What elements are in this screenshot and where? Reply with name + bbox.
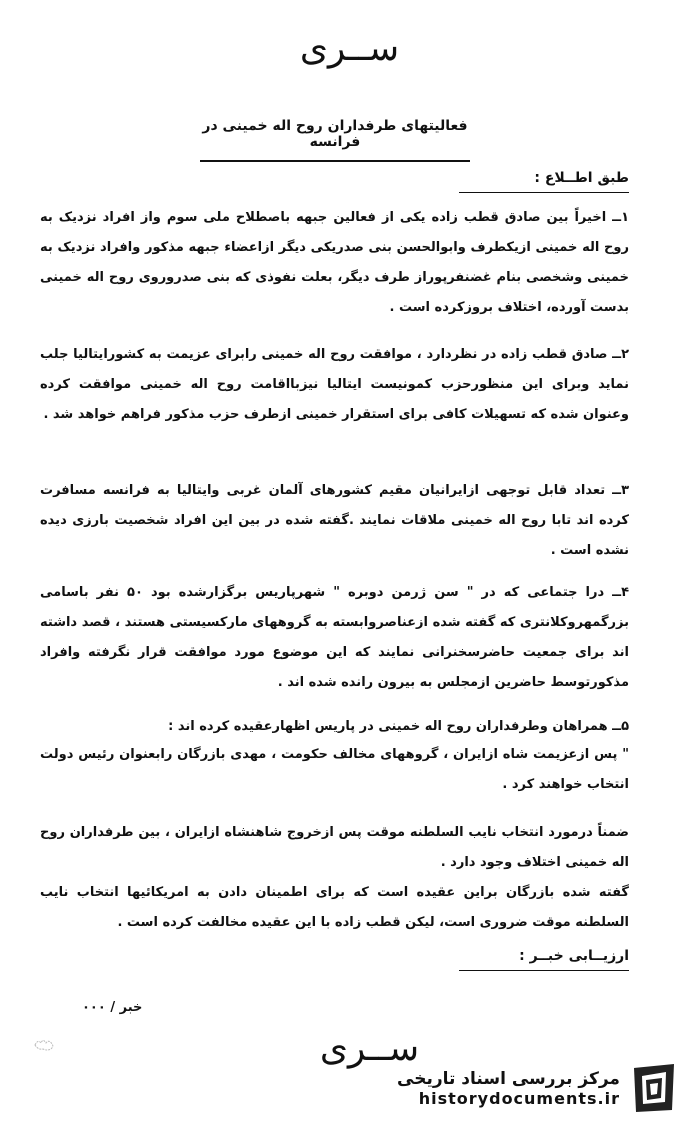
classification-stamp-bottom: ســرى xyxy=(319,1028,420,1069)
paragraph-5: ۵ــ همراهان وطرفداران روح اله خمینی در پاریس اظهارعقیده کرده اند : xyxy=(168,719,629,734)
paragraph-1: ۱ــ اخیراً بین صادق قطب زاده یکی از فعالین جبهه باصطلاح ملی سوم واز افراد نزدیک به روح اله خمینی ازیکطرف وابوالحسن بنی صدریکی دیگر ازاعضاء جبهه مذکور وافراد نزدیک به خمینی وشخصی بنام غضنفرپوراز طرف دیگر، بعلت نفوذی که بنی صدروروی روح اله خمینی بدست آورده، اختلاف بروزکرده است . xyxy=(40,210,629,315)
archive-logo-icon xyxy=(628,1060,680,1116)
report-code: خبر / ۰۰۰ xyxy=(82,1000,143,1015)
document-title: فعالیتهای طرفداران روح اله خمینی در فرانسه xyxy=(200,118,470,162)
paragraph-6: ضمناً درمورد انتخاب نایب السلطنه موقت پس ازخروج شاهنشاه ازایران ، بین طرفداران روح اله خمینی اختلاف وجود دارد . xyxy=(40,825,629,870)
evaluation-label: ارزیــابی خبــر : xyxy=(459,948,629,971)
paragraph-4: ۴ــ درا جتماعی که در " سن ژرمن دوبره " شهرپاریس برگزارشده بود ۵۰ نفر باسامی بزرگمهروکلانتری که گفته شده ازعناصروابسته به گروههای مارکسیستی هستند ، قصد داشته اند برای جمعیت حاضرسخنرانی نمایند که این موضوع مورد موافقت قرار نگرفته وافراد مذکورتوسط حاضرین ازمجلس به بیرون رانده شده اند . xyxy=(40,585,629,690)
paragraph-3: ۳ــ تعداد قابل توجهی ازایرانیان مقیم کشورهای آلمان غربی وایتالیا به فرانسه مسافرت کرده اند تابا روح اله خمینی ملاقات نمایند .گفته شده در بین این افراد شخصیت بارزی دیده نشده است . xyxy=(40,483,629,558)
source-label: طبق اطــلاع : xyxy=(459,170,629,193)
watermark-url: historydocuments.ir xyxy=(418,1088,620,1108)
watermark-text xyxy=(397,1069,620,1108)
paragraph-5-quote: " پس ازعزیمت شاه ازایران ، گروههای مخالف حکومت ، مهدی بازرگان رابعنوان رئیس دولت انتخاب خواهند کرد . xyxy=(40,747,629,792)
watermark-name: مرکز بررسی اسناد تاریخی xyxy=(397,1068,620,1089)
classification-stamp-top: ســرى xyxy=(299,28,400,69)
watermark xyxy=(397,1058,687,1118)
paragraph-7: گفته شده بازرگان براین عقیده است که برای اطمینان دادن به امریکائیها انتخاب نایب السلطنه موقت ضروری است، لیکن قطب زاده با این عقیده مخالفت کرده است . xyxy=(40,885,629,930)
paragraph-2: ۲ــ صادق قطب زاده در نظردارد ، موافقت روح اله خمینی رابرای عزیمت به کشورایتالیا جلب نماید وبرای این منظورحزب کمونیست ایتالیا نیزبااقامت روح اله خمینی موافقت کرده وعنوان شده که تسهیلات کافی برای استقرار خمینی ازطرف حزب مذکور فراهم خواهد شد . xyxy=(40,347,629,422)
